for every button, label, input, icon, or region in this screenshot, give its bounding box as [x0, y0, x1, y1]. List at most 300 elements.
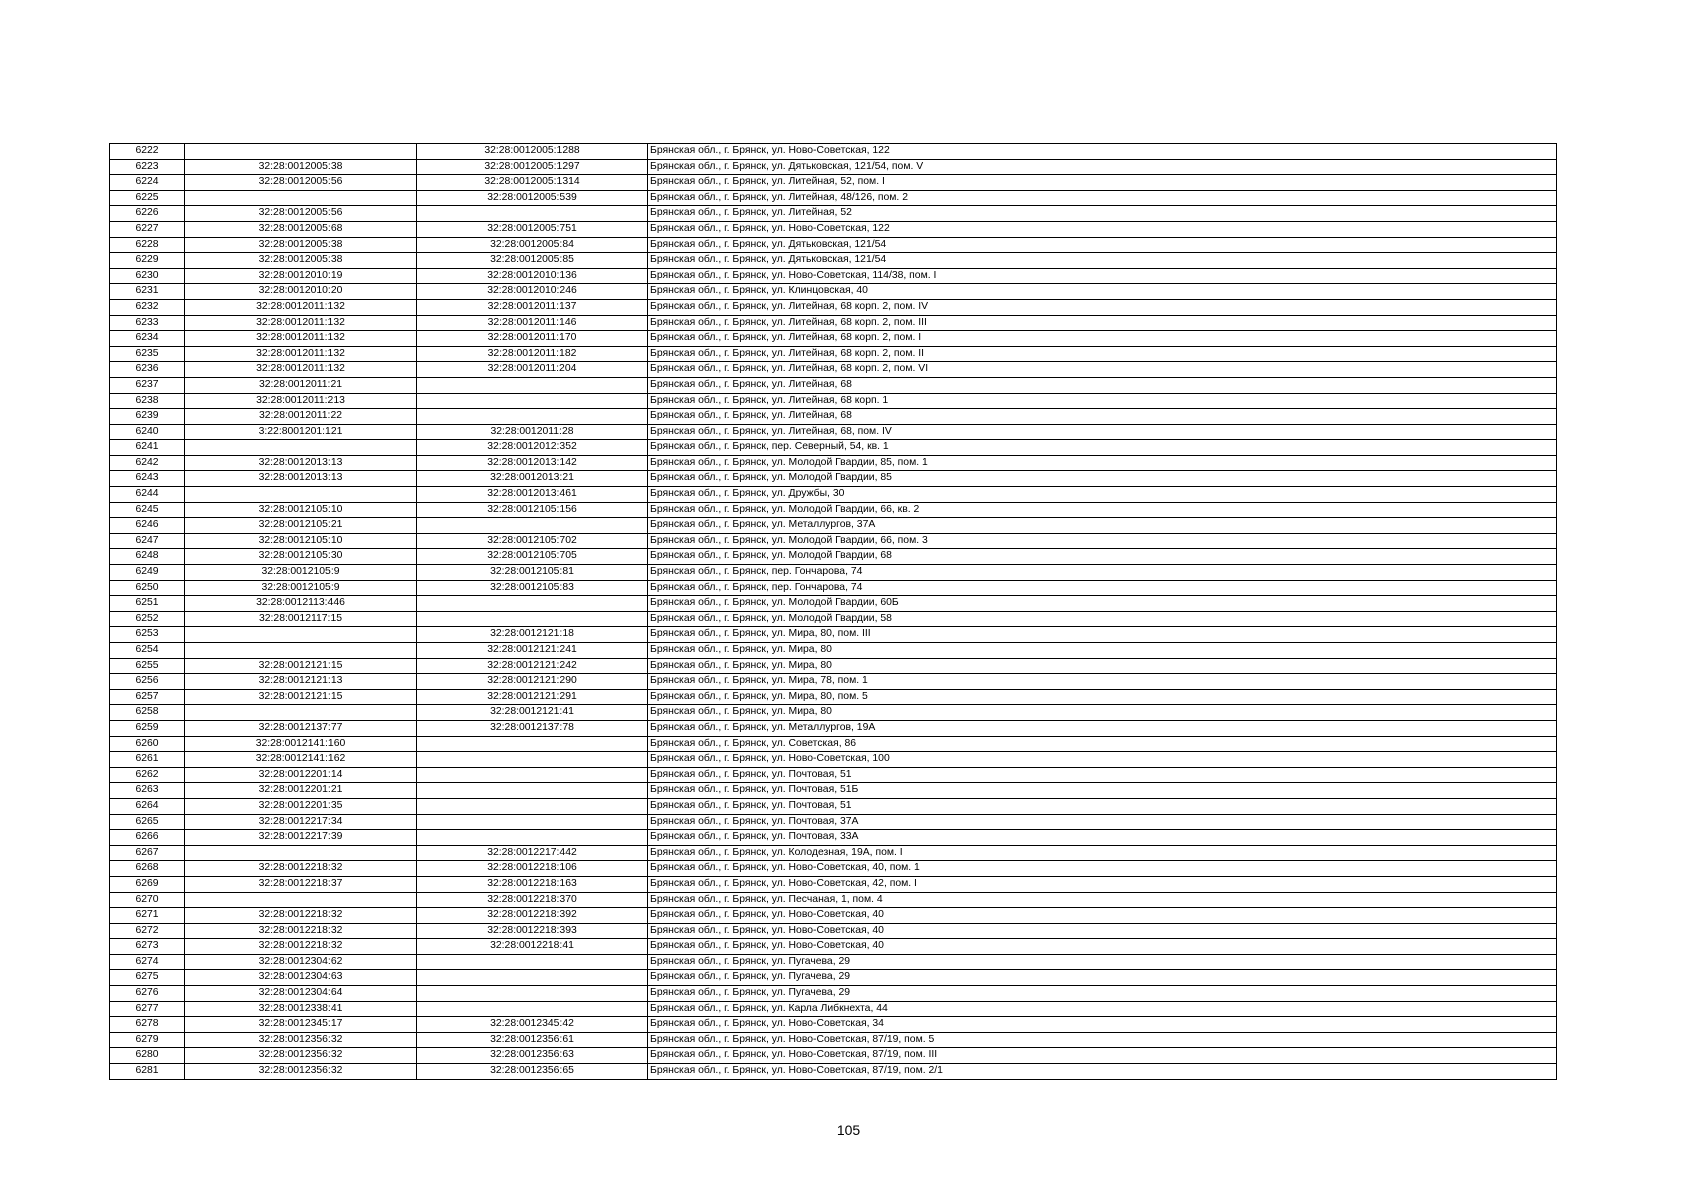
address-cell: Брянская обл., г. Брянск, ул. Почтовая, 51 [648, 798, 1557, 814]
address-cell: Брянская обл., г. Брянск, ул. Дятьковская, 121/54 [648, 253, 1557, 269]
address-cell: Брянская обл., г. Брянск, пер. Северный, 54, кв. 1 [648, 440, 1557, 456]
earlier-cadastral-number-cell [185, 144, 417, 160]
row-number-cell: 6245 [110, 502, 185, 518]
earlier-cadastral-number-cell: 32:28:0012356:32 [185, 1048, 417, 1064]
row-number-cell: 6250 [110, 580, 185, 596]
table-row [110, 440, 1557, 456]
address-cell: Брянская обл., г. Брянск, ул. Литейная, 68 корп. 2, пом. II [648, 346, 1557, 362]
cadastral-number-cell [417, 814, 648, 830]
earlier-cadastral-number-cell: 32:28:0012105:10 [185, 502, 417, 518]
table-row [110, 923, 1557, 939]
cadastral-number-cell: 32:28:0012105:83 [417, 580, 648, 596]
cadastral-number-cell: 32:28:0012011:170 [417, 331, 648, 347]
cadastral-number-cell [417, 409, 648, 425]
cadastral-number-cell [417, 767, 648, 783]
row-number-cell: 6236 [110, 362, 185, 378]
row-number-cell: 6251 [110, 596, 185, 612]
row-number-cell: 6239 [110, 409, 185, 425]
address-cell: Брянская обл., г. Брянск, ул. Молодой Гвардии, 68 [648, 549, 1557, 565]
table-row [110, 720, 1557, 736]
cadastral-number-cell [417, 206, 648, 222]
earlier-cadastral-number-cell: 32:28:0012201:35 [185, 798, 417, 814]
row-number-cell: 6270 [110, 892, 185, 908]
cadastral-number-cell: 32:28:0012105:705 [417, 549, 648, 565]
table-row [110, 986, 1557, 1002]
cadastral-number-cell [417, 611, 648, 627]
address-cell: Брянская обл., г. Брянск, ул. Карла Либкнехта, 44 [648, 1001, 1557, 1017]
cadastral-number-cell: 32:28:0012121:241 [417, 643, 648, 659]
address-cell: Брянская обл., г. Брянск, ул. Ново-Советская, 100 [648, 752, 1557, 768]
table-row [110, 253, 1557, 269]
row-number-cell: 6279 [110, 1032, 185, 1048]
address-cell: Брянская обл., г. Брянск, ул. Литейная, 68 корп. 2, пом. VI [648, 362, 1557, 378]
row-number-cell: 6235 [110, 346, 185, 362]
table-row [110, 533, 1557, 549]
table-row [110, 798, 1557, 814]
address-cell: Брянская обл., г. Брянск, ул. Литейная, 68 корп. 2, пом. III [648, 315, 1557, 331]
cadastral-number-cell: 32:28:0012137:78 [417, 720, 648, 736]
address-cell: Брянская обл., г. Брянск, ул. Дружбы, 30 [648, 487, 1557, 503]
cadastral-number-cell: 32:28:0012105:156 [417, 502, 648, 518]
row-number-cell: 6242 [110, 455, 185, 471]
earlier-cadastral-number-cell: 32:28:0012011:132 [185, 346, 417, 362]
table-row [110, 518, 1557, 534]
earlier-cadastral-number-cell: 32:28:0012121:13 [185, 674, 417, 690]
earlier-cadastral-number-cell [185, 440, 417, 456]
registry-table-body [110, 144, 1557, 1080]
address-cell: Брянская обл., г. Брянск, пер. Гончарова, 74 [648, 565, 1557, 581]
earlier-cadastral-number-cell: 32:28:0012005:38 [185, 159, 417, 175]
row-number-cell: 6256 [110, 674, 185, 690]
row-number-cell: 6238 [110, 393, 185, 409]
address-cell: Брянская обл., г. Брянск, ул. Литейная, 68 корп. 2, пом. I [648, 331, 1557, 347]
table-row [110, 377, 1557, 393]
cadastral-number-cell: 32:28:0012121:41 [417, 705, 648, 721]
row-number-cell: 6259 [110, 720, 185, 736]
address-cell: Брянская обл., г. Брянск, ул. Пугачева, 29 [648, 954, 1557, 970]
row-number-cell: 6223 [110, 159, 185, 175]
address-cell: Брянская обл., г. Брянск, ул. Литейная, 68 корп. 2, пом. IV [648, 299, 1557, 315]
table-row [110, 284, 1557, 300]
earlier-cadastral-number-cell: 32:28:0012356:32 [185, 1064, 417, 1080]
cadastral-number-cell: 32:28:0012010:246 [417, 284, 648, 300]
earlier-cadastral-number-cell: 32:28:0012005:38 [185, 253, 417, 269]
cadastral-number-cell [417, 970, 648, 986]
table-row [110, 175, 1557, 191]
address-cell: Брянская обл., г. Брянск, пер. Гончарова, 74 [648, 580, 1557, 596]
cadastral-number-cell [417, 393, 648, 409]
table-row [110, 346, 1557, 362]
table-row [110, 954, 1557, 970]
address-cell: Брянская обл., г. Брянск, ул. Ново-Советская, 34 [648, 1017, 1557, 1033]
earlier-cadastral-number-cell: 3:22:8001201:121 [185, 424, 417, 440]
cadastral-number-cell: 32:28:0012012:352 [417, 440, 648, 456]
cadastral-number-cell: 32:28:0012218:370 [417, 892, 648, 908]
row-number-cell: 6227 [110, 221, 185, 237]
earlier-cadastral-number-cell: 32:28:0012105:9 [185, 565, 417, 581]
table-row [110, 424, 1557, 440]
address-cell: Брянская обл., г. Брянск, ул. Литейная, 68 [648, 377, 1557, 393]
row-number-cell: 6261 [110, 752, 185, 768]
row-number-cell: 6234 [110, 331, 185, 347]
row-number-cell: 6224 [110, 175, 185, 191]
table-row [110, 144, 1557, 160]
table-row [110, 689, 1557, 705]
row-number-cell: 6243 [110, 471, 185, 487]
table-row [110, 908, 1557, 924]
cadastral-number-cell: 32:28:0012218:106 [417, 861, 648, 877]
address-cell: Брянская обл., г. Брянск, ул. Почтовая, 51Б [648, 783, 1557, 799]
row-number-cell: 6233 [110, 315, 185, 331]
address-cell: Брянская обл., г. Брянск, ул. Ново-Советская, 122 [648, 221, 1557, 237]
cadastral-number-cell [417, 830, 648, 846]
earlier-cadastral-number-cell: 32:28:0012356:32 [185, 1032, 417, 1048]
table-row [110, 705, 1557, 721]
address-cell: Брянская обл., г. Брянск, ул. Молодой Гвардии, 66, пом. 3 [648, 533, 1557, 549]
earlier-cadastral-number-cell: 32:28:0012141:160 [185, 736, 417, 752]
earlier-cadastral-number-cell: 32:28:0012217:39 [185, 830, 417, 846]
earlier-cadastral-number-cell [185, 487, 417, 503]
address-cell: Брянская обл., г. Брянск, ул. Мира, 80, пом. III [648, 627, 1557, 643]
table-row [110, 565, 1557, 581]
row-number-cell: 6263 [110, 783, 185, 799]
earlier-cadastral-number-cell: 32:28:0012105:21 [185, 518, 417, 534]
cadastral-number-cell [417, 752, 648, 768]
address-cell: Брянская обл., г. Брянск, ул. Литейная, 52, пом. I [648, 175, 1557, 191]
cadastral-number-cell: 32:28:0012218:392 [417, 908, 648, 924]
row-number-cell: 6244 [110, 487, 185, 503]
row-number-cell: 6281 [110, 1064, 185, 1080]
table-row [110, 1032, 1557, 1048]
cadastral-number-cell: 32:28:0012356:61 [417, 1032, 648, 1048]
row-number-cell: 6264 [110, 798, 185, 814]
address-cell: Брянская обл., г. Брянск, ул. Ново-Советская, 40 [648, 908, 1557, 924]
row-number-cell: 6272 [110, 923, 185, 939]
row-number-cell: 6260 [110, 736, 185, 752]
row-number-cell: 6267 [110, 845, 185, 861]
table-row [110, 268, 1557, 284]
table-row [110, 627, 1557, 643]
earlier-cadastral-number-cell: 32:28:0012304:64 [185, 986, 417, 1002]
table-row [110, 331, 1557, 347]
earlier-cadastral-number-cell: 32:28:0012005:56 [185, 175, 417, 191]
table-row [110, 487, 1557, 503]
address-cell: Брянская обл., г. Брянск, ул. Ново-Советская, 122 [648, 144, 1557, 160]
cadastral-number-cell: 32:28:0012218:163 [417, 876, 648, 892]
cadastral-number-cell [417, 954, 648, 970]
cadastral-number-cell: 32:28:0012121:291 [417, 689, 648, 705]
table-row [110, 299, 1557, 315]
earlier-cadastral-number-cell: 32:28:0012304:63 [185, 970, 417, 986]
row-number-cell: 6269 [110, 876, 185, 892]
row-number-cell: 6265 [110, 814, 185, 830]
earlier-cadastral-number-cell: 32:28:0012013:13 [185, 455, 417, 471]
row-number-cell: 6280 [110, 1048, 185, 1064]
table-row [110, 658, 1557, 674]
earlier-cadastral-number-cell: 32:28:0012011:132 [185, 315, 417, 331]
earlier-cadastral-number-cell: 32:28:0012217:34 [185, 814, 417, 830]
table-row [110, 830, 1557, 846]
cadastral-number-cell [417, 986, 648, 1002]
table-row [110, 455, 1557, 471]
address-cell: Брянская обл., г. Брянск, ул. Литейная, 68 [648, 409, 1557, 425]
address-cell: Брянская обл., г. Брянск, ул. Металлургов, 37А [648, 518, 1557, 534]
table-row [110, 767, 1557, 783]
cadastral-number-cell [417, 736, 648, 752]
table-row [110, 845, 1557, 861]
cadastral-number-cell: 32:28:0012005:1314 [417, 175, 648, 191]
earlier-cadastral-number-cell: 32:28:0012105:10 [185, 533, 417, 549]
earlier-cadastral-number-cell: 32:28:0012011:21 [185, 377, 417, 393]
table-row [110, 611, 1557, 627]
address-cell: Брянская обл., г. Брянск, ул. Почтовая, 51 [648, 767, 1557, 783]
cadastral-number-cell: 32:28:0012005:1288 [417, 144, 648, 160]
cadastral-number-cell: 32:28:0012356:63 [417, 1048, 648, 1064]
row-number-cell: 6241 [110, 440, 185, 456]
row-number-cell: 6231 [110, 284, 185, 300]
row-number-cell: 6252 [110, 611, 185, 627]
earlier-cadastral-number-cell: 32:28:0012105:30 [185, 549, 417, 565]
table-row [110, 814, 1557, 830]
address-cell: Брянская обл., г. Брянск, ул. Песчаная, 1, пом. 4 [648, 892, 1557, 908]
row-number-cell: 6230 [110, 268, 185, 284]
cadastral-number-cell: 32:28:0012217:442 [417, 845, 648, 861]
address-cell: Брянская обл., г. Брянск, ул. Колодезная, 19А, пом. I [648, 845, 1557, 861]
table-row [110, 1001, 1557, 1017]
earlier-cadastral-number-cell: 32:28:0012218:32 [185, 923, 417, 939]
row-number-cell: 6253 [110, 627, 185, 643]
earlier-cadastral-number-cell: 32:28:0012010:19 [185, 268, 417, 284]
address-cell: Брянская обл., г. Брянск, ул. Мира, 80 [648, 643, 1557, 659]
address-cell: Брянская обл., г. Брянск, ул. Советская, 86 [648, 736, 1557, 752]
earlier-cadastral-number-cell: 32:28:0012121:15 [185, 689, 417, 705]
table-row [110, 876, 1557, 892]
row-number-cell: 6226 [110, 206, 185, 222]
row-number-cell: 6246 [110, 518, 185, 534]
earlier-cadastral-number-cell [185, 190, 417, 206]
cadastral-number-cell [417, 1001, 648, 1017]
row-number-cell: 6248 [110, 549, 185, 565]
cadastral-number-cell: 32:28:0012013:142 [417, 455, 648, 471]
address-cell: Брянская обл., г. Брянск, ул. Молодой Гвардии, 66, кв. 2 [648, 502, 1557, 518]
table-row [110, 596, 1557, 612]
cadastral-number-cell: 32:28:0012011:137 [417, 299, 648, 315]
earlier-cadastral-number-cell: 32:28:0012218:32 [185, 939, 417, 955]
address-cell: Брянская обл., г. Брянск, ул. Литейная, 48/126, пом. 2 [648, 190, 1557, 206]
table-row [110, 752, 1557, 768]
cadastral-number-cell [417, 377, 648, 393]
address-cell: Брянская обл., г. Брянск, ул. Ново-Советская, 40 [648, 939, 1557, 955]
earlier-cadastral-number-cell: 32:28:0012011:22 [185, 409, 417, 425]
address-cell: Брянская обл., г. Брянск, ул. Молодой Гвардии, 60Б [648, 596, 1557, 612]
cadastral-number-cell: 32:28:0012011:182 [417, 346, 648, 362]
cadastral-number-cell: 32:28:0012356:65 [417, 1064, 648, 1080]
row-number-cell: 6254 [110, 643, 185, 659]
address-cell: Брянская обл., г. Брянск, ул. Почтовая, 33А [648, 830, 1557, 846]
table-row [110, 674, 1557, 690]
earlier-cadastral-number-cell: 32:28:0012201:14 [185, 767, 417, 783]
earlier-cadastral-number-cell: 32:28:0012201:21 [185, 783, 417, 799]
earlier-cadastral-number-cell [185, 705, 417, 721]
cadastral-number-cell: 32:28:0012218:41 [417, 939, 648, 955]
table-row [110, 736, 1557, 752]
address-cell: Брянская обл., г. Брянск, ул. Мира, 80 [648, 705, 1557, 721]
row-number-cell: 6228 [110, 237, 185, 253]
row-number-cell: 6255 [110, 658, 185, 674]
address-cell: Брянская обл., г. Брянск, ул. Дятьковская, 121/54 [648, 237, 1557, 253]
cadastral-number-cell: 32:28:0012218:393 [417, 923, 648, 939]
cadastral-number-cell: 32:28:0012011:204 [417, 362, 648, 378]
address-cell: Брянская обл., г. Брянск, ул. Мира, 78, пом. 1 [648, 674, 1557, 690]
cadastral-number-cell: 32:28:0012345:42 [417, 1017, 648, 1033]
cadastral-number-cell: 32:28:0012005:1297 [417, 159, 648, 175]
earlier-cadastral-number-cell: 32:28:0012117:15 [185, 611, 417, 627]
address-cell: Брянская обл., г. Брянск, ул. Литейная, 68, пом. IV [648, 424, 1557, 440]
cadastral-number-cell: 32:28:0012005:85 [417, 253, 648, 269]
address-cell: Брянская обл., г. Брянск, ул. Ново-Советская, 114/38, пом. I [648, 268, 1557, 284]
earlier-cadastral-number-cell: 32:28:0012218:37 [185, 876, 417, 892]
earlier-cadastral-number-cell: 32:28:0012011:213 [185, 393, 417, 409]
earlier-cadastral-number-cell [185, 845, 417, 861]
earlier-cadastral-number-cell: 32:28:0012010:20 [185, 284, 417, 300]
earlier-cadastral-number-cell: 32:28:0012345:17 [185, 1017, 417, 1033]
table-row [110, 190, 1557, 206]
table-row [110, 315, 1557, 331]
cadastral-number-cell [417, 518, 648, 534]
earlier-cadastral-number-cell: 32:28:0012011:132 [185, 299, 417, 315]
earlier-cadastral-number-cell: 32:28:0012105:9 [185, 580, 417, 596]
address-cell: Брянская обл., г. Брянск, ул. Молодой Гвардии, 58 [648, 611, 1557, 627]
row-number-cell: 6232 [110, 299, 185, 315]
earlier-cadastral-number-cell: 32:28:0012005:56 [185, 206, 417, 222]
row-number-cell: 6278 [110, 1017, 185, 1033]
cadastral-number-cell: 32:28:0012005:751 [417, 221, 648, 237]
table-row [110, 892, 1557, 908]
cadastral-number-cell: 32:28:0012005:539 [417, 190, 648, 206]
table-row [110, 159, 1557, 175]
earlier-cadastral-number-cell: 32:28:0012011:132 [185, 362, 417, 378]
earlier-cadastral-number-cell: 32:28:0012218:32 [185, 908, 417, 924]
earlier-cadastral-number-cell: 32:28:0012137:77 [185, 720, 417, 736]
table-row [110, 939, 1557, 955]
table-row [110, 362, 1557, 378]
address-cell: Брянская обл., г. Брянск, ул. Молодой Гвардии, 85, пом. 1 [648, 455, 1557, 471]
table-row [110, 409, 1557, 425]
earlier-cadastral-number-cell [185, 892, 417, 908]
table-row [110, 643, 1557, 659]
address-cell: Брянская обл., г. Брянск, ул. Литейная, 52 [648, 206, 1557, 222]
cadastral-number-cell: 32:28:0012105:81 [417, 565, 648, 581]
address-cell: Брянская обл., г. Брянск, ул. Молодой Гвардии, 85 [648, 471, 1557, 487]
row-number-cell: 6268 [110, 861, 185, 877]
earlier-cadastral-number-cell [185, 627, 417, 643]
row-number-cell: 6277 [110, 1001, 185, 1017]
row-number-cell: 6249 [110, 565, 185, 581]
table-row [110, 221, 1557, 237]
address-cell: Брянская обл., г. Брянск, ул. Почтовая, 37А [648, 814, 1557, 830]
row-number-cell: 6271 [110, 908, 185, 924]
address-cell: Брянская обл., г. Брянск, ул. Ново-Советская, 42, пом. I [648, 876, 1557, 892]
table-row [110, 1017, 1557, 1033]
earlier-cadastral-number-cell: 32:28:0012338:41 [185, 1001, 417, 1017]
table-row [110, 237, 1557, 253]
cadastral-number-cell: 32:28:0012013:461 [417, 487, 648, 503]
earlier-cadastral-number-cell: 32:28:0012011:132 [185, 331, 417, 347]
cadastral-number-cell: 32:28:0012121:242 [417, 658, 648, 674]
cadastral-number-cell: 32:28:0012121:290 [417, 674, 648, 690]
cadastral-number-cell: 32:28:0012121:18 [417, 627, 648, 643]
address-cell: Брянская обл., г. Брянск, ул. Ново-Советская, 40, пом. 1 [648, 861, 1557, 877]
cadastral-number-cell: 32:28:0012013:21 [417, 471, 648, 487]
cadastral-number-cell [417, 596, 648, 612]
table-row [110, 393, 1557, 409]
address-cell: Брянская обл., г. Брянск, ул. Ново-Советская, 87/19, пом. 2/1 [648, 1064, 1557, 1080]
earlier-cadastral-number-cell: 32:28:0012113:446 [185, 596, 417, 612]
address-cell: Брянская обл., г. Брянск, ул. Металлургов, 19А [648, 720, 1557, 736]
row-number-cell: 6247 [110, 533, 185, 549]
table-row [110, 502, 1557, 518]
table-row [110, 1048, 1557, 1064]
row-number-cell: 6274 [110, 954, 185, 970]
row-number-cell: 6237 [110, 377, 185, 393]
cadastral-number-cell: 32:28:0012011:146 [417, 315, 648, 331]
earlier-cadastral-number-cell [185, 643, 417, 659]
address-cell: Брянская обл., г. Брянск, ул. Мира, 80, пом. 5 [648, 689, 1557, 705]
table-row [110, 471, 1557, 487]
address-cell: Брянская обл., г. Брянск, ул. Пугачева, 29 [648, 986, 1557, 1002]
address-cell: Брянская обл., г. Брянск, ул. Пугачева, 29 [648, 970, 1557, 986]
table-row [110, 580, 1557, 596]
page-number: 105 [836, 1122, 861, 1138]
row-number-cell: 6240 [110, 424, 185, 440]
table-row [110, 783, 1557, 799]
row-number-cell: 6222 [110, 144, 185, 160]
table-row [110, 206, 1557, 222]
row-number-cell: 6225 [110, 190, 185, 206]
table-row [110, 549, 1557, 565]
cadastral-number-cell: 32:28:0012005:84 [417, 237, 648, 253]
table-row [110, 1064, 1557, 1080]
row-number-cell: 6276 [110, 986, 185, 1002]
earlier-cadastral-number-cell: 32:28:0012121:15 [185, 658, 417, 674]
row-number-cell: 6262 [110, 767, 185, 783]
row-number-cell: 6229 [110, 253, 185, 269]
earlier-cadastral-number-cell: 32:28:0012005:38 [185, 237, 417, 253]
address-cell: Брянская обл., г. Брянск, ул. Мира, 80 [648, 658, 1557, 674]
address-cell: Брянская обл., г. Брянск, ул. Дятьковская, 121/54, пом. V [648, 159, 1557, 175]
address-cell: Брянская обл., г. Брянск, ул. Литейная, 68 корп. 1 [648, 393, 1557, 409]
address-cell: Брянская обл., г. Брянск, ул. Ново-Советская, 87/19, пом. 5 [648, 1032, 1557, 1048]
earlier-cadastral-number-cell: 32:28:0012005:68 [185, 221, 417, 237]
address-cell: Брянская обл., г. Брянск, ул. Ново-Советская, 87/19, пом. III [648, 1048, 1557, 1064]
row-number-cell: 6258 [110, 705, 185, 721]
earlier-cadastral-number-cell: 32:28:0012218:32 [185, 861, 417, 877]
earlier-cadastral-number-cell: 32:28:0012141:162 [185, 752, 417, 768]
table-row [110, 861, 1557, 877]
row-number-cell: 6257 [110, 689, 185, 705]
address-cell: Брянская обл., г. Брянск, ул. Клинцовская, 40 [648, 284, 1557, 300]
cadastral-number-cell: 32:28:0012105:702 [417, 533, 648, 549]
row-number-cell: 6266 [110, 830, 185, 846]
cadastral-number-cell [417, 783, 648, 799]
registry-table [109, 143, 1557, 1080]
row-number-cell: 6275 [110, 970, 185, 986]
address-cell: Брянская обл., г. Брянск, ул. Ново-Советская, 40 [648, 923, 1557, 939]
earlier-cadastral-number-cell: 32:28:0012304:62 [185, 954, 417, 970]
table-row [110, 970, 1557, 986]
cadastral-number-cell [417, 798, 648, 814]
cadastral-number-cell: 32:28:0012010:136 [417, 268, 648, 284]
